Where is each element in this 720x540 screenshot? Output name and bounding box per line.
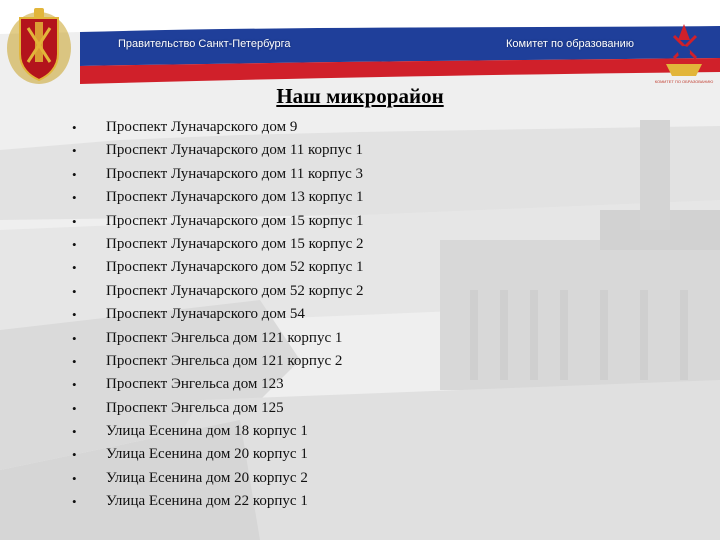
bullet-icon: • (72, 213, 77, 229)
bullet-icon: • (72, 236, 77, 252)
address-text: Проспект Луначарского дом 15 корпус 2 (106, 235, 364, 252)
bullet-icon: • (72, 377, 77, 393)
address-text: Проспект Энгельса дом 121 корпус 1 (106, 329, 343, 346)
list-item (72, 163, 632, 186)
list-item (72, 467, 632, 490)
list-item (72, 280, 632, 303)
list-item (72, 373, 632, 396)
address-text: Улица Есенина дом 22 корпус 1 (106, 493, 308, 510)
bullet-icon: • (72, 424, 77, 440)
bullet-icon: • (72, 307, 77, 323)
bullet-icon: • (72, 143, 77, 159)
address-text: Улица Есенина дом 20 корпус 2 (106, 469, 308, 486)
list-item (72, 397, 632, 420)
bullet-icon: • (72, 330, 77, 346)
address-list (72, 116, 632, 514)
bullet-icon: • (72, 166, 77, 182)
bullet-icon: • (72, 260, 77, 276)
list-item (72, 443, 632, 466)
address-text: Проспект Луначарского дом 15 корпус 1 (106, 212, 364, 229)
address-text: Проспект Энгельса дом 121 корпус 2 (106, 352, 343, 369)
address-text: Проспект Луначарского дом 52 корпус 1 (106, 259, 364, 276)
bullet-icon: • (72, 470, 77, 486)
bullet-icon: • (72, 353, 77, 369)
list-item (72, 303, 632, 326)
address-text: Проспект Луначарского дом 11 корпус 1 (106, 142, 363, 159)
address-text: Проспект Луначарского дом 54 (106, 306, 305, 323)
list-item (72, 256, 632, 279)
address-text: Проспект Луначарского дом 52 корпус 2 (106, 282, 364, 299)
bullet-icon: • (72, 400, 77, 416)
page-title: Наш микрорайон (276, 84, 444, 108)
address-text: Улица Есенина дом 20 корпус 1 (106, 446, 308, 463)
list-item (72, 210, 632, 233)
address-text: Улица Есенина дом 18 корпус 1 (106, 423, 308, 440)
government-label: Правительство Санкт-Петербурга (118, 38, 291, 50)
list-item (72, 350, 632, 373)
bullet-icon: • (72, 190, 77, 206)
list-item (72, 116, 632, 139)
bullet-icon: • (72, 494, 77, 510)
address-text: Проспект Луначарского дом 13 корпус 1 (106, 189, 364, 206)
address-text: Проспект Луначарского дом 11 корпус 3 (106, 165, 363, 182)
address-text: Проспект Луначарского дом 9 (106, 119, 298, 135)
list-item (72, 233, 632, 256)
saint-petersburg-crest-icon (4, 4, 74, 88)
bullet-icon: • (72, 283, 77, 299)
committee-label: Комитет по образованию (506, 38, 634, 50)
committee-logo-caption: КОМИТЕТ ПО ОБРАЗОВАНИЮ (654, 79, 714, 84)
bullet-icon: • (72, 120, 77, 135)
list-item (72, 420, 632, 443)
education-committee-logo-icon (656, 18, 712, 88)
bullet-icon: • (72, 447, 77, 463)
list-item (72, 327, 632, 350)
list-item (72, 490, 632, 513)
list-item (72, 139, 632, 162)
list-item (72, 186, 632, 209)
address-text: Проспект Энгельса дом 125 (106, 399, 284, 416)
address-text: Проспект Энгельса дом 123 (106, 376, 284, 393)
